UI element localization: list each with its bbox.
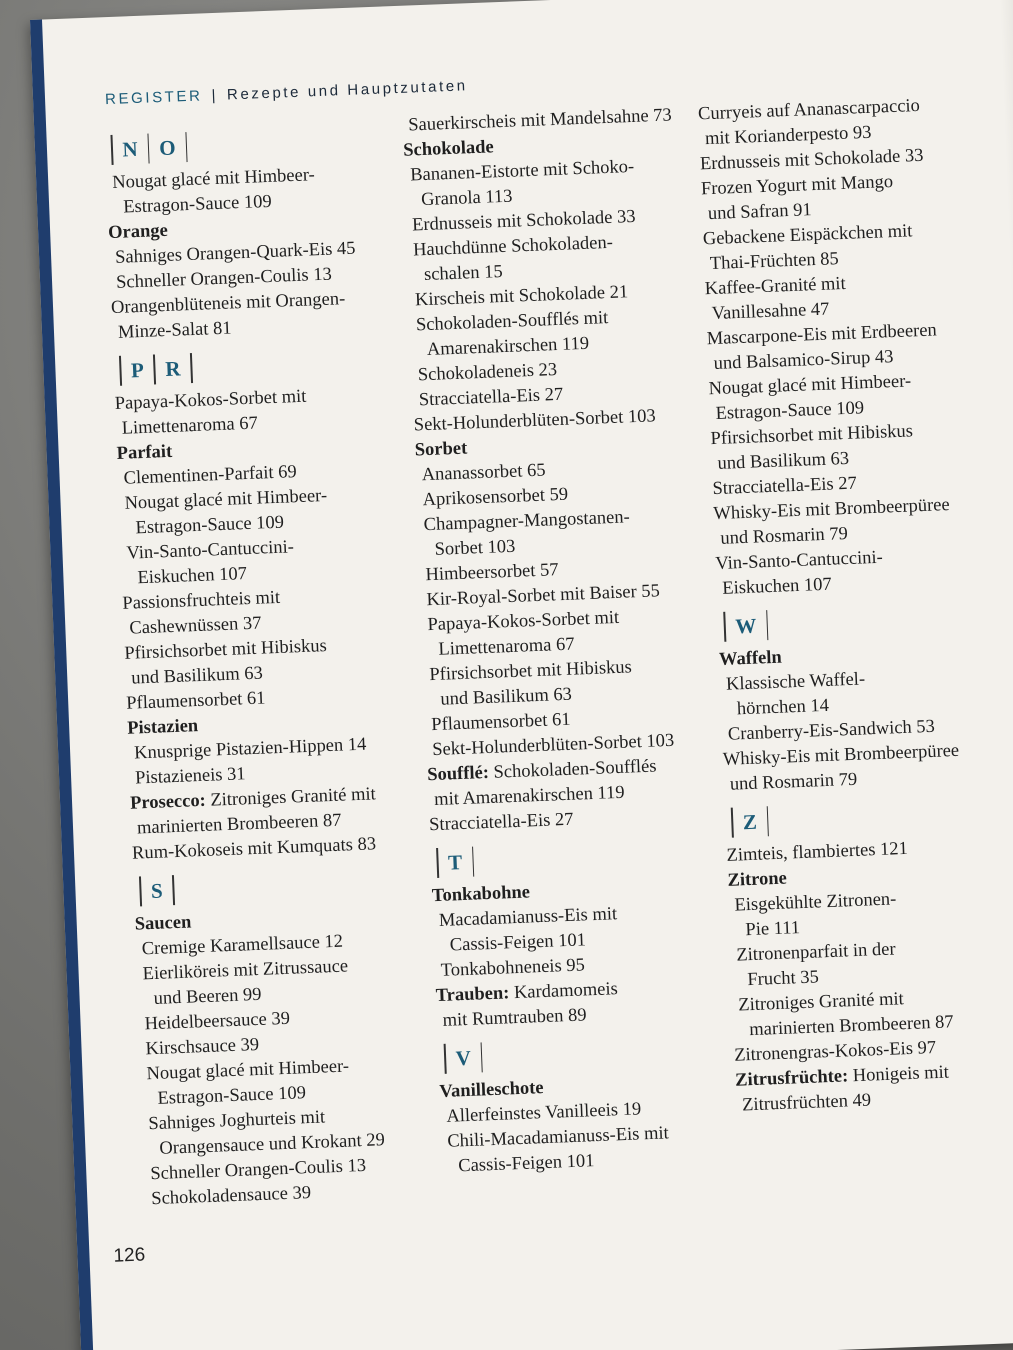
entry-text: Kardamomeis	[509, 979, 619, 1004]
index-entry: marinierten Brombeeren 87	[748, 1012, 954, 1041]
index-entry: mit Amarenakirschen 119	[433, 782, 625, 811]
header-register: REGISTER	[104, 87, 203, 109]
index-column-1	[104, 114, 436, 1212]
index-entry: hörnchen 14	[736, 695, 830, 720]
section-letter: Z	[742, 809, 758, 834]
index-heading: Schokolade	[402, 137, 495, 161]
index-entry: Thai-Früchten 85	[709, 249, 840, 275]
index-entry: Tonkabohneneis 95	[440, 955, 586, 981]
index-entry: Nougat glacé mit Himbeer-	[146, 1056, 350, 1085]
index-entry: Kir-Royal-Sorbet mit Baiser 55	[426, 581, 661, 611]
book-page	[30, 0, 1013, 1350]
index-entry: Pfirsichsorbet mit Hibiskus	[429, 657, 633, 686]
entry-text: Honigeis mit	[847, 1062, 950, 1087]
letter-group	[444, 1031, 729, 1076]
entry-keyword: Soufflé:	[426, 762, 490, 786]
letter-group	[436, 835, 721, 880]
index-entry: Himbeersorbet 57	[425, 560, 559, 586]
index-entry: Macadamianuss-Eis mit	[438, 904, 618, 931]
index-entry: Nougat glacé mit Himbeer-	[124, 485, 328, 514]
letter-divider	[190, 353, 193, 383]
index-entry: Estragon-Sauce 109	[715, 398, 865, 424]
index-heading: Pistazien	[126, 716, 199, 739]
index-heading: Saucen	[134, 912, 192, 935]
entry-text: Zitroniges Granité mit	[205, 784, 377, 811]
index-entry: und Rosmarin 79	[720, 523, 849, 549]
index-entry: Pflaumensorbet 61	[430, 709, 571, 736]
index-entry: Granola 113	[420, 186, 513, 211]
index-entry: und Basilikum 63	[717, 448, 850, 474]
letter-group	[110, 122, 395, 167]
letter-divider	[766, 806, 769, 836]
index-entry: Erdnusseis mit Schokolade 33	[699, 145, 924, 175]
index-entry: Amarenakirschen 119	[426, 333, 590, 360]
index-entry: Schokoladen-Soufflés mit	[415, 308, 609, 336]
index-entry: und Basilikum 63	[130, 663, 264, 689]
index-entry: Kaffee-Granité mit	[704, 273, 847, 300]
index-entry: Clementinen-Parfait 69	[123, 462, 298, 489]
index-entry: Sekt-Holunderblüten-Sorbet 103	[413, 406, 657, 436]
index-entry: mit Rumtrauben 89	[442, 1005, 587, 1031]
index-entry: Sorbet 103	[434, 536, 516, 560]
index-entry: Limettenaroma 67	[438, 634, 575, 660]
index-entry: Zitrusfrüchten 49	[741, 1090, 872, 1116]
index-entry: Aprikosensorbet 59	[422, 484, 569, 511]
index-entry: Cremige Karamellsauce 12	[141, 931, 344, 960]
index-entry: Zitroniges Granité mit	[737, 989, 905, 1016]
index-entry: Minze-Salat 81	[117, 318, 232, 343]
entry-text: Schokoladen-Soufflés	[488, 756, 657, 783]
index-entry: Nougat glacé mit Himbeer-	[111, 165, 316, 193]
index-entry: und Beeren 99	[153, 984, 262, 1009]
page-number: 126	[113, 1244, 146, 1267]
index-entry: Sahniges Joghurteis mit	[148, 1107, 326, 1135]
index-entry: Sekt-Holunderblüten-Sorbet 103	[431, 730, 675, 761]
index-entry: Curryeis auf Ananascarpaccio	[697, 95, 921, 125]
header-separator: |	[211, 86, 219, 105]
index-entry: und Safran 91	[707, 200, 813, 225]
index-entry: Estragon-Sauce 109	[157, 1083, 307, 1109]
index-entry: Estragon-Sauce 109	[122, 191, 273, 218]
index-entry: schalen 15	[423, 262, 504, 286]
index-entry: und Rosmarin 79	[729, 769, 858, 795]
index-entry: Eiskuchen 107	[137, 564, 248, 589]
index-entry: Whisky-Eis mit Brombeerpüree	[722, 740, 960, 770]
index-heading: Orange	[107, 220, 169, 244]
entry-keyword: Prosecco:	[129, 790, 207, 814]
index-entry: Zimteis, flambiertes 121	[726, 838, 909, 866]
index-entry: Bananen-Eistorte mit Schoko-	[409, 156, 635, 186]
index-entry: Pflaumensorbet 61	[125, 688, 266, 714]
index-entry: Stracciatella-Eis 27	[418, 384, 564, 411]
index-entry: Vin-Santo-Cantuccini-	[126, 537, 295, 564]
book-spine	[30, 20, 94, 1350]
index-heading: Zitrone	[727, 868, 788, 891]
header-subtitle: Rezepte und Hauptzutaten	[226, 77, 469, 104]
index-entry: Allerfeinstes Vanilleeis 19	[446, 1099, 642, 1127]
index-entry: Heidelbeersauce 39	[144, 1008, 291, 1035]
index-heading: Tonkabohne	[431, 882, 531, 907]
index-column-3	[698, 91, 1013, 1119]
index-entry: Cashewnüssen 37	[129, 613, 262, 639]
index-entry: Schneller Orangen-Coulis 13	[150, 1155, 367, 1185]
index-entry: Orangenblüteneis mit Orangen-	[110, 289, 346, 319]
index-entry: Kirschsauce 39	[145, 1034, 260, 1060]
index-entry: Pfirsichsorbet mit Hibiskus	[710, 421, 914, 450]
index-entry: und Basilikum 63	[440, 684, 573, 710]
letter-group	[723, 599, 1013, 644]
index-entry: Limettenaroma 67	[121, 413, 259, 439]
letter-divider	[480, 1042, 483, 1072]
letter-group	[139, 864, 424, 909]
index-entry: Schneller Orangen-Coulis 13	[115, 264, 333, 293]
index-entry: Sauerkirscheis mit Mandelsahne 73	[407, 105, 673, 136]
letter-divider	[185, 132, 188, 162]
index-entry: Cassis-Feigen 101	[449, 930, 587, 956]
index-entry: Frozen Yogurt mit Mango	[700, 171, 894, 200]
index-entry: Orangensauce und Krokant 29	[159, 1130, 386, 1159]
index-entry: Estragon-Sauce 109	[135, 512, 285, 539]
letter-group	[731, 794, 1013, 839]
index-heading: Vanilleschote	[439, 1078, 544, 1103]
index-entry: Klassische Waffel-	[725, 669, 866, 695]
index-entry: Knusprige Pistazien-Hippen 14	[133, 734, 367, 764]
index-entry: Hauchdünne Schokoladen-	[412, 232, 614, 261]
index-entry: Eiskuchen 107	[721, 574, 833, 599]
index-entry: Pie 111	[745, 918, 801, 941]
index-entry: Passionsfruchteis mit	[122, 587, 281, 614]
letter-divider	[172, 875, 175, 905]
index-entry: Stracciatella-Eis 27	[712, 473, 858, 500]
index-heading: Sorbet	[414, 438, 468, 461]
index-entry: Vin-Santo-Cantuccini-	[715, 547, 884, 575]
index-entry: Eierliköreis mit Zitrussauce	[142, 956, 349, 985]
index-heading: Waffeln	[718, 647, 783, 671]
index-entry: Kirscheis mit Schokolade 21	[414, 282, 629, 311]
index-entry: Gebackene Eispäckchen mit	[702, 221, 913, 250]
index-entry: Sahniges Orangen-Quark-Eis 45	[114, 238, 356, 268]
running-header	[105, 77, 468, 108]
index-entry: marinierten Brombeeren 87	[136, 810, 342, 839]
index-column-2	[402, 103, 733, 1180]
section-letter: R	[164, 355, 181, 381]
index-entry: Schokoladeneis 23	[417, 360, 558, 386]
index-entry: Champagner-Mangostanen-	[423, 507, 631, 536]
section-letter: P	[130, 357, 145, 382]
index-entry: Cassis-Feigen 101	[457, 1151, 595, 1177]
index-entry: Schokoladensauce 39	[150, 1183, 312, 1210]
index-entry: mit Korianderpesto 93	[704, 122, 872, 150]
index-entry: Eisgekühlte Zitronen-	[734, 889, 897, 916]
index-entry: Stracciatella-Eis 27	[428, 809, 574, 836]
section-letter: T	[447, 849, 463, 875]
index-entry: Frucht 35	[747, 967, 820, 991]
section-letter: V	[455, 1045, 472, 1070]
index-entry: Erdnusseis mit Schokolade 33	[411, 206, 636, 236]
letter-group	[119, 343, 404, 388]
index-entry: Chili-Macadamianuss-Eis mit	[446, 1123, 670, 1152]
index-entry: Nougat glacé mit Himbeer-	[708, 371, 912, 400]
index-entry: Whisky-Eis mit Brombeerpüree	[713, 495, 951, 525]
letter-divider	[766, 610, 769, 640]
index-entry: Rum-Kokoseis mit Kumquats 83	[131, 834, 377, 864]
section-letter: S	[150, 878, 164, 903]
section-letter: N	[122, 136, 139, 162]
index-entry: Vanillesahne 47	[711, 299, 830, 325]
index-entry: Pistazieneis 31	[134, 764, 246, 789]
index-entry: Zitronenparfait in der	[736, 939, 896, 966]
index-heading: Parfait	[116, 441, 173, 464]
index-entry: und Balsamico-Sirup 43	[713, 347, 894, 375]
index-entry: Mascarpone-Eis mit Erdbeeren	[706, 320, 938, 350]
entry-keyword: Trauben:	[435, 983, 510, 1007]
index-entry: Papaya-Kokos-Sorbet mit	[114, 386, 307, 415]
letter-divider	[472, 847, 475, 877]
entry-keyword: Zitrusfrüchte:	[734, 1066, 849, 1091]
index-entry: Cranberry-Eis-Sandwich 53	[727, 716, 936, 745]
index-entry: Papaya-Kokos-Sorbet mit	[427, 607, 620, 636]
index-entry: Ananassorbet 65	[421, 460, 546, 486]
section-letter: W	[734, 613, 757, 638]
section-letter: O	[158, 135, 176, 160]
index-entry: Pfirsichsorbet mit Hibiskus	[124, 636, 328, 664]
index-entry: Zitronengras-Kokos-Eis 97	[733, 1037, 937, 1066]
